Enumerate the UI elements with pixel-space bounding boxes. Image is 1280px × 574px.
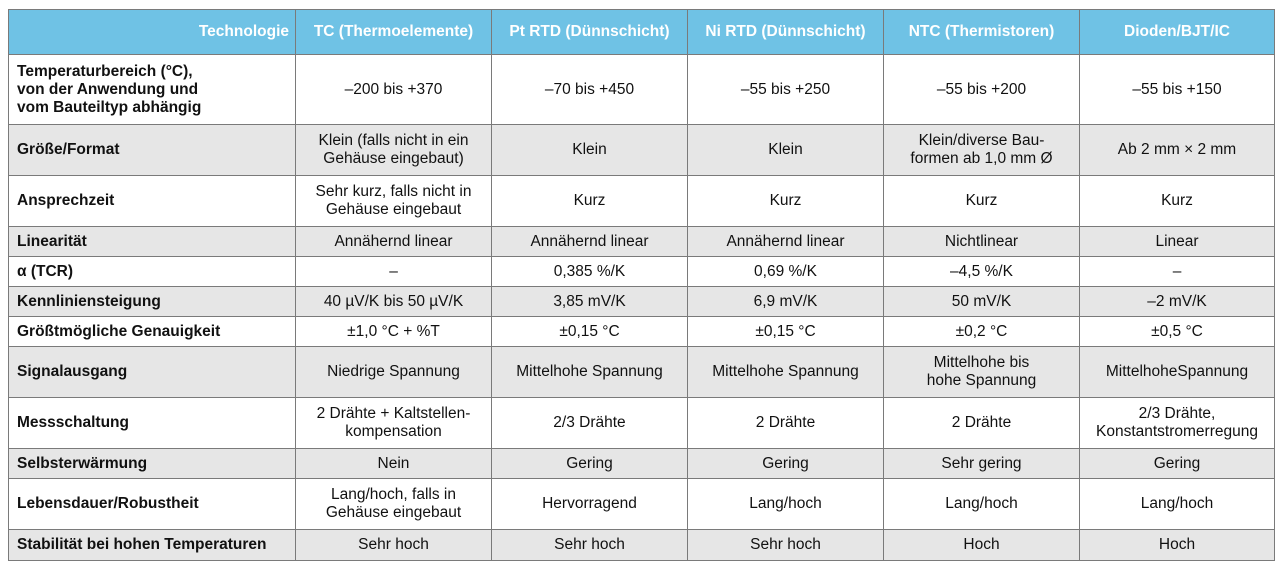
table-cell: Annähernd linear (492, 227, 688, 257)
table-cell: Mittelhohe Spannung (492, 347, 688, 398)
sensor-comparison-table (8, 9, 1275, 561)
table-row (9, 449, 1275, 479)
table-cell: –4,5 %/K (884, 257, 1080, 287)
table-cell: –55 bis +150 (1080, 55, 1275, 125)
header-col-pt-rtd: Pt RTD (Dünnschicht) (492, 10, 688, 55)
table-cell: 2 Drähte (884, 398, 1080, 449)
table-cell: Klein/diverse Bau- formen ab 1,0 mm Ø (884, 125, 1080, 176)
table-cell: Niedrige Spannung (296, 347, 492, 398)
table-cell: 2 Drähte (688, 398, 884, 449)
table-cell: –55 bis +200 (884, 55, 1080, 125)
row-label: Größtmögliche Genauigkeit (9, 317, 296, 347)
table-cell: Klein (falls nicht in ein Gehäuse eingebaut) (296, 125, 492, 176)
header-row (9, 10, 1275, 55)
table-cell: Ab 2 mm × 2 mm (1080, 125, 1275, 176)
table-cell: Kurz (688, 176, 884, 227)
table-cell: MittelhoheSpannung (1080, 347, 1275, 398)
table-cell: 3,85 mV/K (492, 287, 688, 317)
table-cell: 6,9 mV/K (688, 287, 884, 317)
table-row (9, 176, 1275, 227)
table-row (9, 55, 1275, 125)
table-cell: Klein (492, 125, 688, 176)
table-cell: Gering (1080, 449, 1275, 479)
header-col-ni-rtd: Ni RTD (Dünnschicht) (688, 10, 884, 55)
table-cell: Kurz (492, 176, 688, 227)
table-row (9, 479, 1275, 530)
table-row (9, 347, 1275, 398)
table-cell: Hoch (1080, 530, 1275, 561)
table-cell: – (1080, 257, 1275, 287)
row-label: Kennliniensteigung (9, 287, 296, 317)
table-row (9, 530, 1275, 561)
table-cell: –2 mV/K (1080, 287, 1275, 317)
table-row (9, 317, 1275, 347)
comparison-table-container (8, 9, 1274, 561)
table-cell: ±1,0 °C + %T (296, 317, 492, 347)
row-label: Selbsterwärmung (9, 449, 296, 479)
row-label: Größe/Format (9, 125, 296, 176)
table-cell: Lang/hoch (1080, 479, 1275, 530)
row-label: Signalausgang (9, 347, 296, 398)
table-row (9, 227, 1275, 257)
table-cell: Hervorragend (492, 479, 688, 530)
row-label: Stabilität bei hohen Temperaturen (9, 530, 296, 561)
table-cell: Kurz (884, 176, 1080, 227)
table-cell: Nein (296, 449, 492, 479)
table-cell: ±0,15 °C (688, 317, 884, 347)
table-cell: 0,69 %/K (688, 257, 884, 287)
row-label: Temperaturbereich (°C), von der Anwendung und vom Bauteiltyp abhängig (9, 55, 296, 125)
table-cell: Sehr hoch (492, 530, 688, 561)
table-cell: Annähernd linear (296, 227, 492, 257)
table-cell: – (296, 257, 492, 287)
table-cell: ±0,2 °C (884, 317, 1080, 347)
table-row (9, 125, 1275, 176)
table-cell: Gering (492, 449, 688, 479)
table-cell: Linear (1080, 227, 1275, 257)
row-label: Lebensdauer/Robustheit (9, 479, 296, 530)
table-cell: Lang/hoch, falls in Gehäuse eingebaut (296, 479, 492, 530)
table-cell: Kurz (1080, 176, 1275, 227)
table-cell: 50 mV/K (884, 287, 1080, 317)
table-cell: –70 bis +450 (492, 55, 688, 125)
header-col-dioden: Dioden/BJT/IC (1080, 10, 1275, 55)
table-row (9, 257, 1275, 287)
table-cell: Sehr hoch (296, 530, 492, 561)
table-cell: ±0,15 °C (492, 317, 688, 347)
table-cell: Sehr kurz, falls nicht in Gehäuse eingebaut (296, 176, 492, 227)
table-cell: Nichtlinear (884, 227, 1080, 257)
table-cell: Gering (688, 449, 884, 479)
table-cell: 40 µV/K bis 50 µV/K (296, 287, 492, 317)
table-cell: Sehr hoch (688, 530, 884, 561)
table-cell: –200 bis +370 (296, 55, 492, 125)
table-cell: ±0,5 °C (1080, 317, 1275, 347)
table-row (9, 287, 1275, 317)
table-cell: Mittelhohe bis hohe Spannung (884, 347, 1080, 398)
table-cell: Lang/hoch (884, 479, 1080, 530)
header-col-tc: TC (Thermoelemente) (296, 10, 492, 55)
table-cell: –55 bis +250 (688, 55, 884, 125)
table-cell: 2/3 Drähte (492, 398, 688, 449)
table-cell: Mittelhohe Spannung (688, 347, 884, 398)
table-cell: 2/3 Drähte, Konstantstromerregung (1080, 398, 1275, 449)
table-cell: Annähernd linear (688, 227, 884, 257)
table-cell: Hoch (884, 530, 1080, 561)
table-cell: 0,385 %/K (492, 257, 688, 287)
row-label: Ansprechzeit (9, 176, 296, 227)
row-label: Messschaltung (9, 398, 296, 449)
table-cell: Sehr gering (884, 449, 1080, 479)
row-label: α (TCR) (9, 257, 296, 287)
table-cell: Klein (688, 125, 884, 176)
table-row (9, 398, 1275, 449)
row-label: Linearität (9, 227, 296, 257)
header-row-label: Technologie (9, 10, 296, 55)
table-cell: 2 Drähte + Kaltstellen- kompensation (296, 398, 492, 449)
header-col-ntc: NTC (Thermistoren) (884, 10, 1080, 55)
table-cell: Lang/hoch (688, 479, 884, 530)
